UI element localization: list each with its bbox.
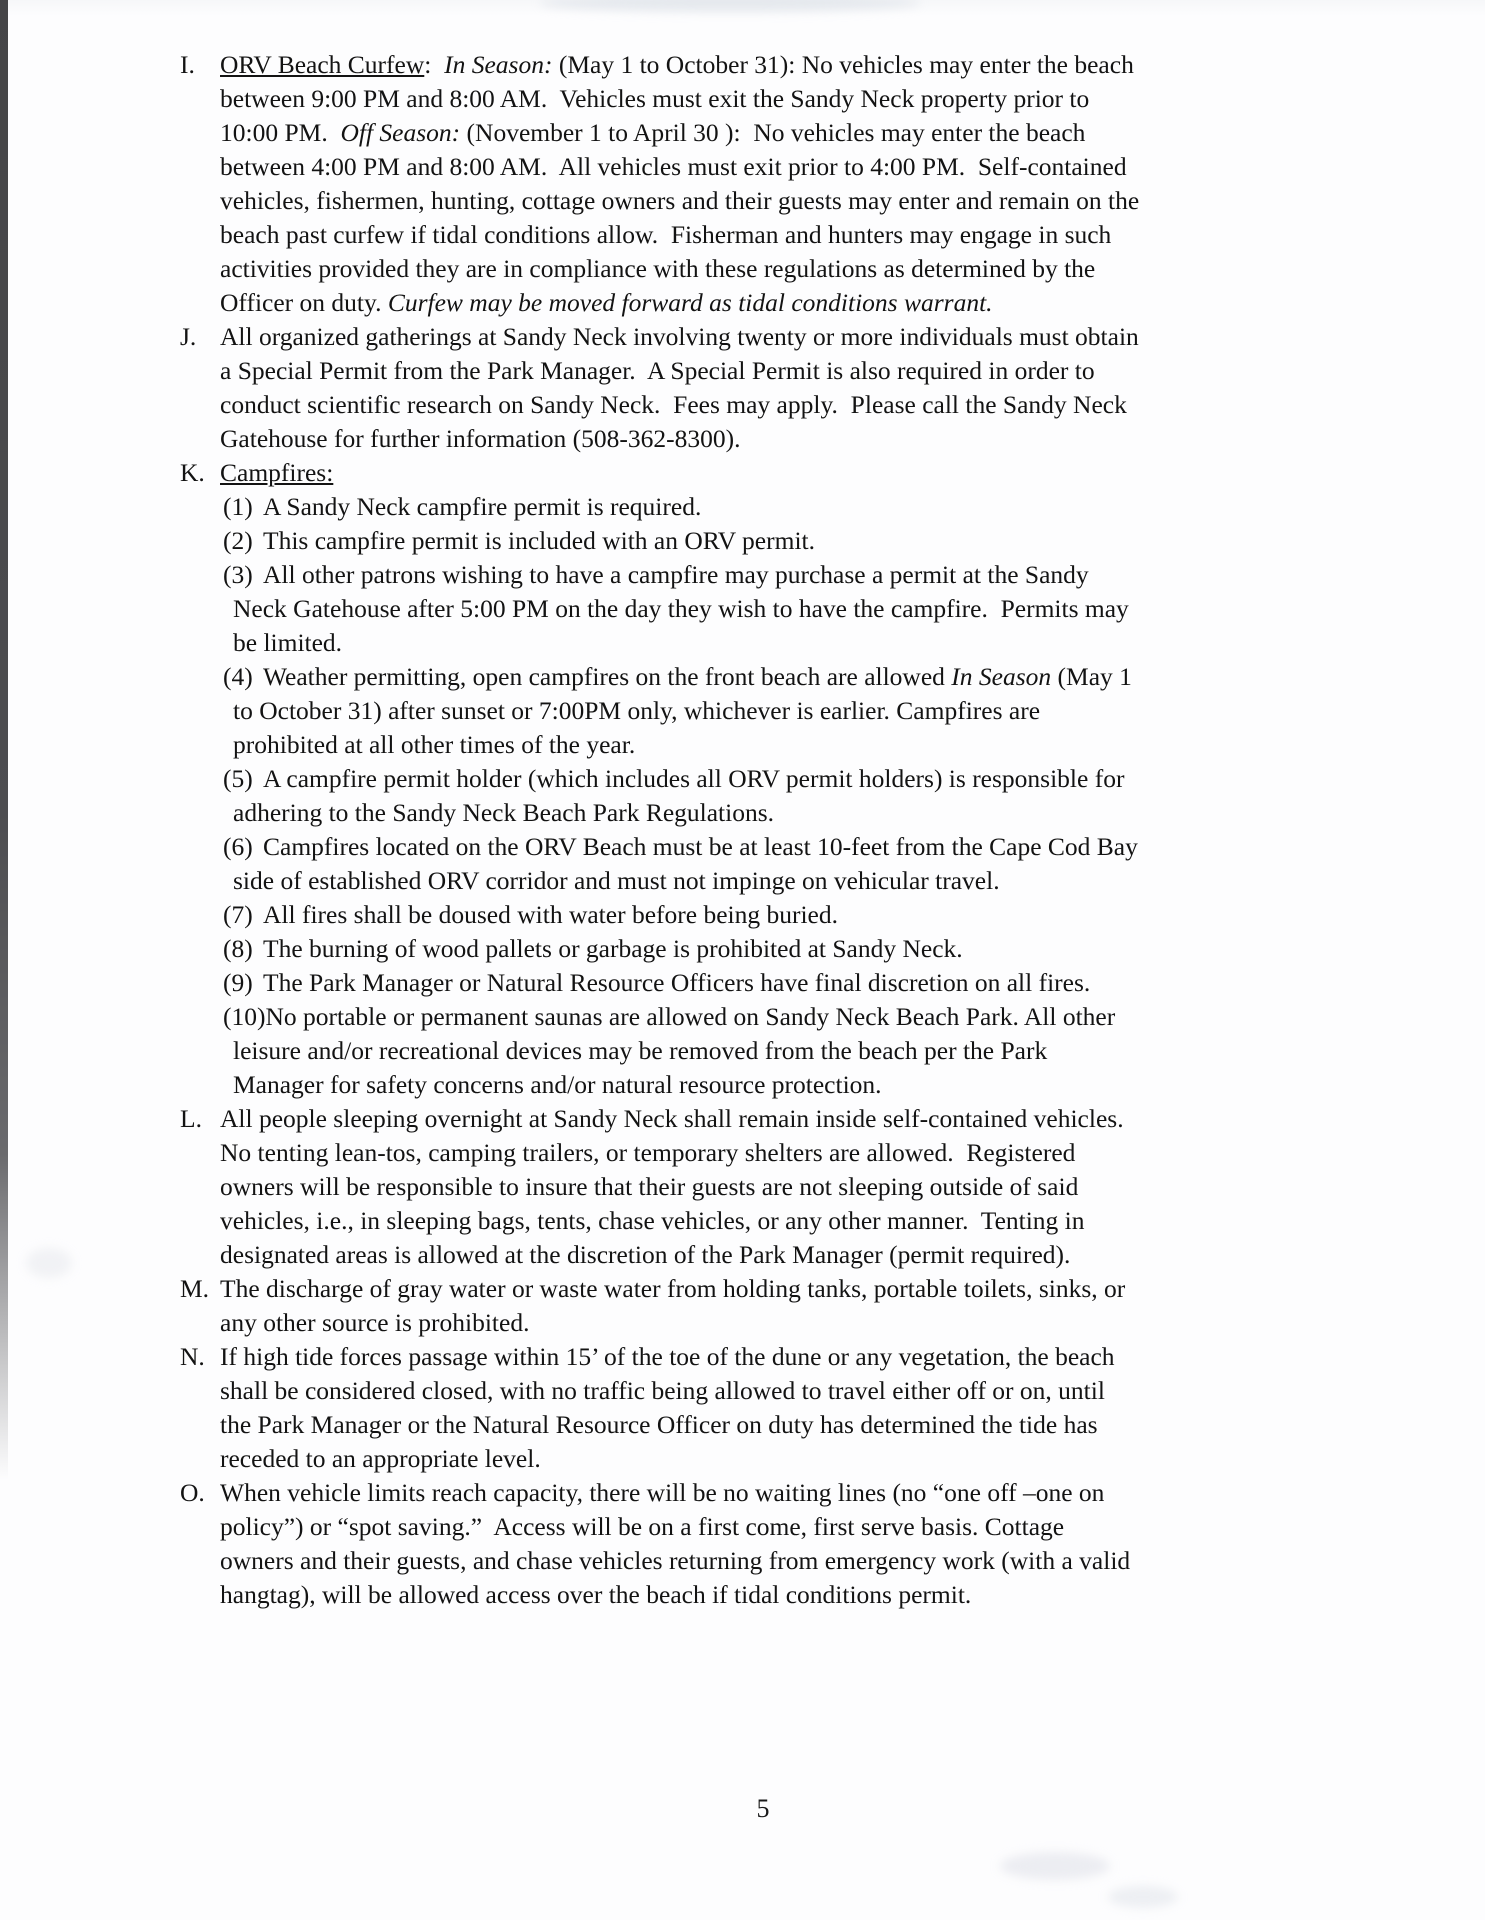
page-number: 5: [756, 1794, 770, 1823]
item-paragraph: [220, 48, 1146, 320]
regulation-subitem: [220, 898, 1142, 932]
item-text: [220, 456, 1145, 1102]
item-text: [220, 48, 1146, 320]
item-label: M.: [180, 1274, 210, 1303]
item-label: O.: [180, 1478, 205, 1507]
text-segment: :: [424, 50, 445, 79]
text-segment: If high tide forces passage within 15’ of the toe of the dune or any vegetation, the beach shall be considered closed, with no traffic being allowed to travel either off or on, until the Park Manager or the Natural Resource Officer on duty has determined the tide has receded to an appropriate level.: [220, 1342, 1121, 1473]
regulation-subitem: [220, 830, 1145, 898]
scan-smudge: [26, 1248, 72, 1278]
subitem-label: (3): [223, 560, 253, 589]
text-segment-underline: Campfires:: [220, 458, 334, 487]
text-segment: (May 1 to October 31) after sunset or 7:00PM only, whichever is earlier. Campfires are prohibited at all other times of the year.: [233, 662, 1139, 759]
regulation-subitem: [220, 1000, 1142, 1102]
subitem-label: (6): [223, 832, 253, 861]
scan-smudge: [1000, 1852, 1110, 1880]
text-segment-italic: Curfew may be moved forward as tidal conditions warrant.: [387, 288, 993, 317]
text-segment-italic: In Season:: [444, 50, 553, 79]
text-segment: The Park Manager or Natural Resource Officers have final discretion on all fires.: [263, 968, 1091, 997]
item-text: [220, 1340, 1142, 1476]
scan-edge-artifact: [0, 0, 8, 1480]
regulation-subitem: [220, 524, 1142, 558]
text-segment: All people sleeping overnight at Sandy Neck shall remain inside self-contained vehicles. No tenting lean-tos, camping trailers, or temporary shelters are allowed. Registered owners will be responsible to insure that their guests are not sleeping outside of said vehicles, i.e., in sleeping bags, tents, chase vehicles, or any other manner. Tenting in designated areas is allowed at the discretion of the Park Manager (permit required).: [220, 1104, 1130, 1269]
regulation-item: [180, 320, 1146, 456]
regulations-list: [180, 48, 1146, 1612]
subitem-label: (4): [223, 662, 253, 691]
item-label: N.: [180, 1342, 205, 1371]
regulation-item: [180, 456, 1145, 1102]
regulation-subitem: [220, 660, 1142, 762]
scan-smudge: [1108, 1886, 1178, 1908]
item-text: [220, 1272, 1142, 1340]
regulation-subitem: [220, 490, 1142, 524]
text-segment: The burning of wood pallets or garbage is prohibited at Sandy Neck.: [263, 934, 963, 963]
item-paragraph: [220, 1340, 1142, 1476]
item-paragraph: [220, 320, 1146, 456]
text-segment: All other patrons wishing to have a campfire may purchase a permit at the Sandy Neck Gatehouse after 5:00 PM on the day they wish to have the campfire. Permits may be limited.: [233, 560, 1136, 657]
subitem-label: (9): [223, 968, 253, 997]
item-paragraph: [220, 1102, 1142, 1272]
text-segment: When vehicle limits reach capacity, there will be no waiting lines (no “one off –one on policy”) or “spot saving.” Access will be on a first come, first serve basis. Cottage owners and their guests, and chase vehicles returning from emergency work (with a valid hangtag), will be allowed access over the beach if tidal conditions permit.: [220, 1478, 1137, 1609]
regulation-subitem: [220, 966, 1142, 1000]
text-segment: A Sandy Neck campfire permit is required.: [263, 492, 702, 521]
subitem-label: (8): [223, 934, 253, 963]
regulation-subitem: [220, 558, 1142, 660]
text-segment: (May 1 to October 31): No vehicles may enter the beach between 9:00 PM and 8:00 AM. Vehicles must exit the Sandy Neck property prior to 10:00 PM.: [220, 50, 1141, 147]
text-segment: Campfires located on the ORV Beach must be at least 10-feet from the Cape Cod Bay side of established ORV corridor and must not impinge on vehicular travel.: [233, 832, 1145, 895]
subitem-label: (5): [223, 764, 253, 793]
text-segment: Weather permitting, open campfires on the front beach are allowed: [263, 662, 952, 691]
regulation-item: [180, 1476, 1142, 1612]
regulation-item: [180, 1340, 1142, 1476]
subitem-label: (1): [223, 492, 253, 521]
text-segment-underline: ORV Beach Curfew: [220, 50, 425, 79]
subitem-label: (2): [223, 526, 253, 555]
regulation-subitem: [220, 932, 1142, 966]
text-segment: All organized gatherings at Sandy Neck involving twenty or more individuals must obtain a Special Permit from the Park Manager. A Special Permit is also required in order to conduct scientific research on Sandy Neck. Fees may apply. Please call the Sandy Neck Gatehouse for further information (508-362-8300).: [220, 322, 1146, 453]
item-label: J.: [180, 322, 197, 351]
item-label: I.: [180, 50, 195, 79]
text-segment: The discharge of gray water or waste water from holding tanks, portable toilets, sinks, or any other source is prohibited.: [220, 1274, 1132, 1337]
text-segment: No portable or permanent saunas are allowed on Sandy Neck Beach Park. All other leisure and/or recreational devices may be removed from the beach per the Park Manager for safety concerns and/or natural resource protection.: [233, 1002, 1122, 1099]
item-text: [220, 1102, 1142, 1272]
text-segment-italic: In Season: [951, 662, 1052, 691]
item-paragraph: [220, 1272, 1142, 1340]
text-segment-italic: Off Season:: [340, 118, 461, 147]
item-paragraph: [220, 1476, 1142, 1612]
item-label: K.: [180, 458, 205, 487]
scan-smudge: [540, 0, 920, 12]
text-segment: This campfire permit is included with an ORV permit.: [263, 526, 815, 555]
item-text: [220, 1476, 1142, 1612]
item-text: [220, 320, 1146, 456]
regulation-item: [180, 1272, 1142, 1340]
item-label: L.: [180, 1104, 202, 1133]
item-paragraph: [220, 456, 1142, 490]
subitem-label: (10): [223, 1002, 266, 1031]
regulation-item: [180, 1102, 1142, 1272]
subitem-label: (7): [223, 900, 253, 929]
regulation-item: [180, 48, 1146, 320]
regulation-subitem: [220, 762, 1142, 830]
text-segment: A campfire permit holder (which includes all ORV permit holders) is responsible for adhering to the Sandy Neck Beach Park Regulations.: [233, 764, 1131, 827]
text-segment: All fires shall be doused with water before being buried.: [263, 900, 838, 929]
text-segment: (November 1 to April 30 ): No vehicles may enter the beach between 4:00 PM and 8:00 AM. All vehicles must exit prior to 4:00 PM. Self-contained vehicles, fishermen, hunting, cottage owners and their guests may enter and remain on the beach past curfew if tidal conditions allow. Fisherman and hunters may engage in such activities provided they are in compliance with these regulations as determined by the Officer on duty.: [220, 118, 1146, 317]
